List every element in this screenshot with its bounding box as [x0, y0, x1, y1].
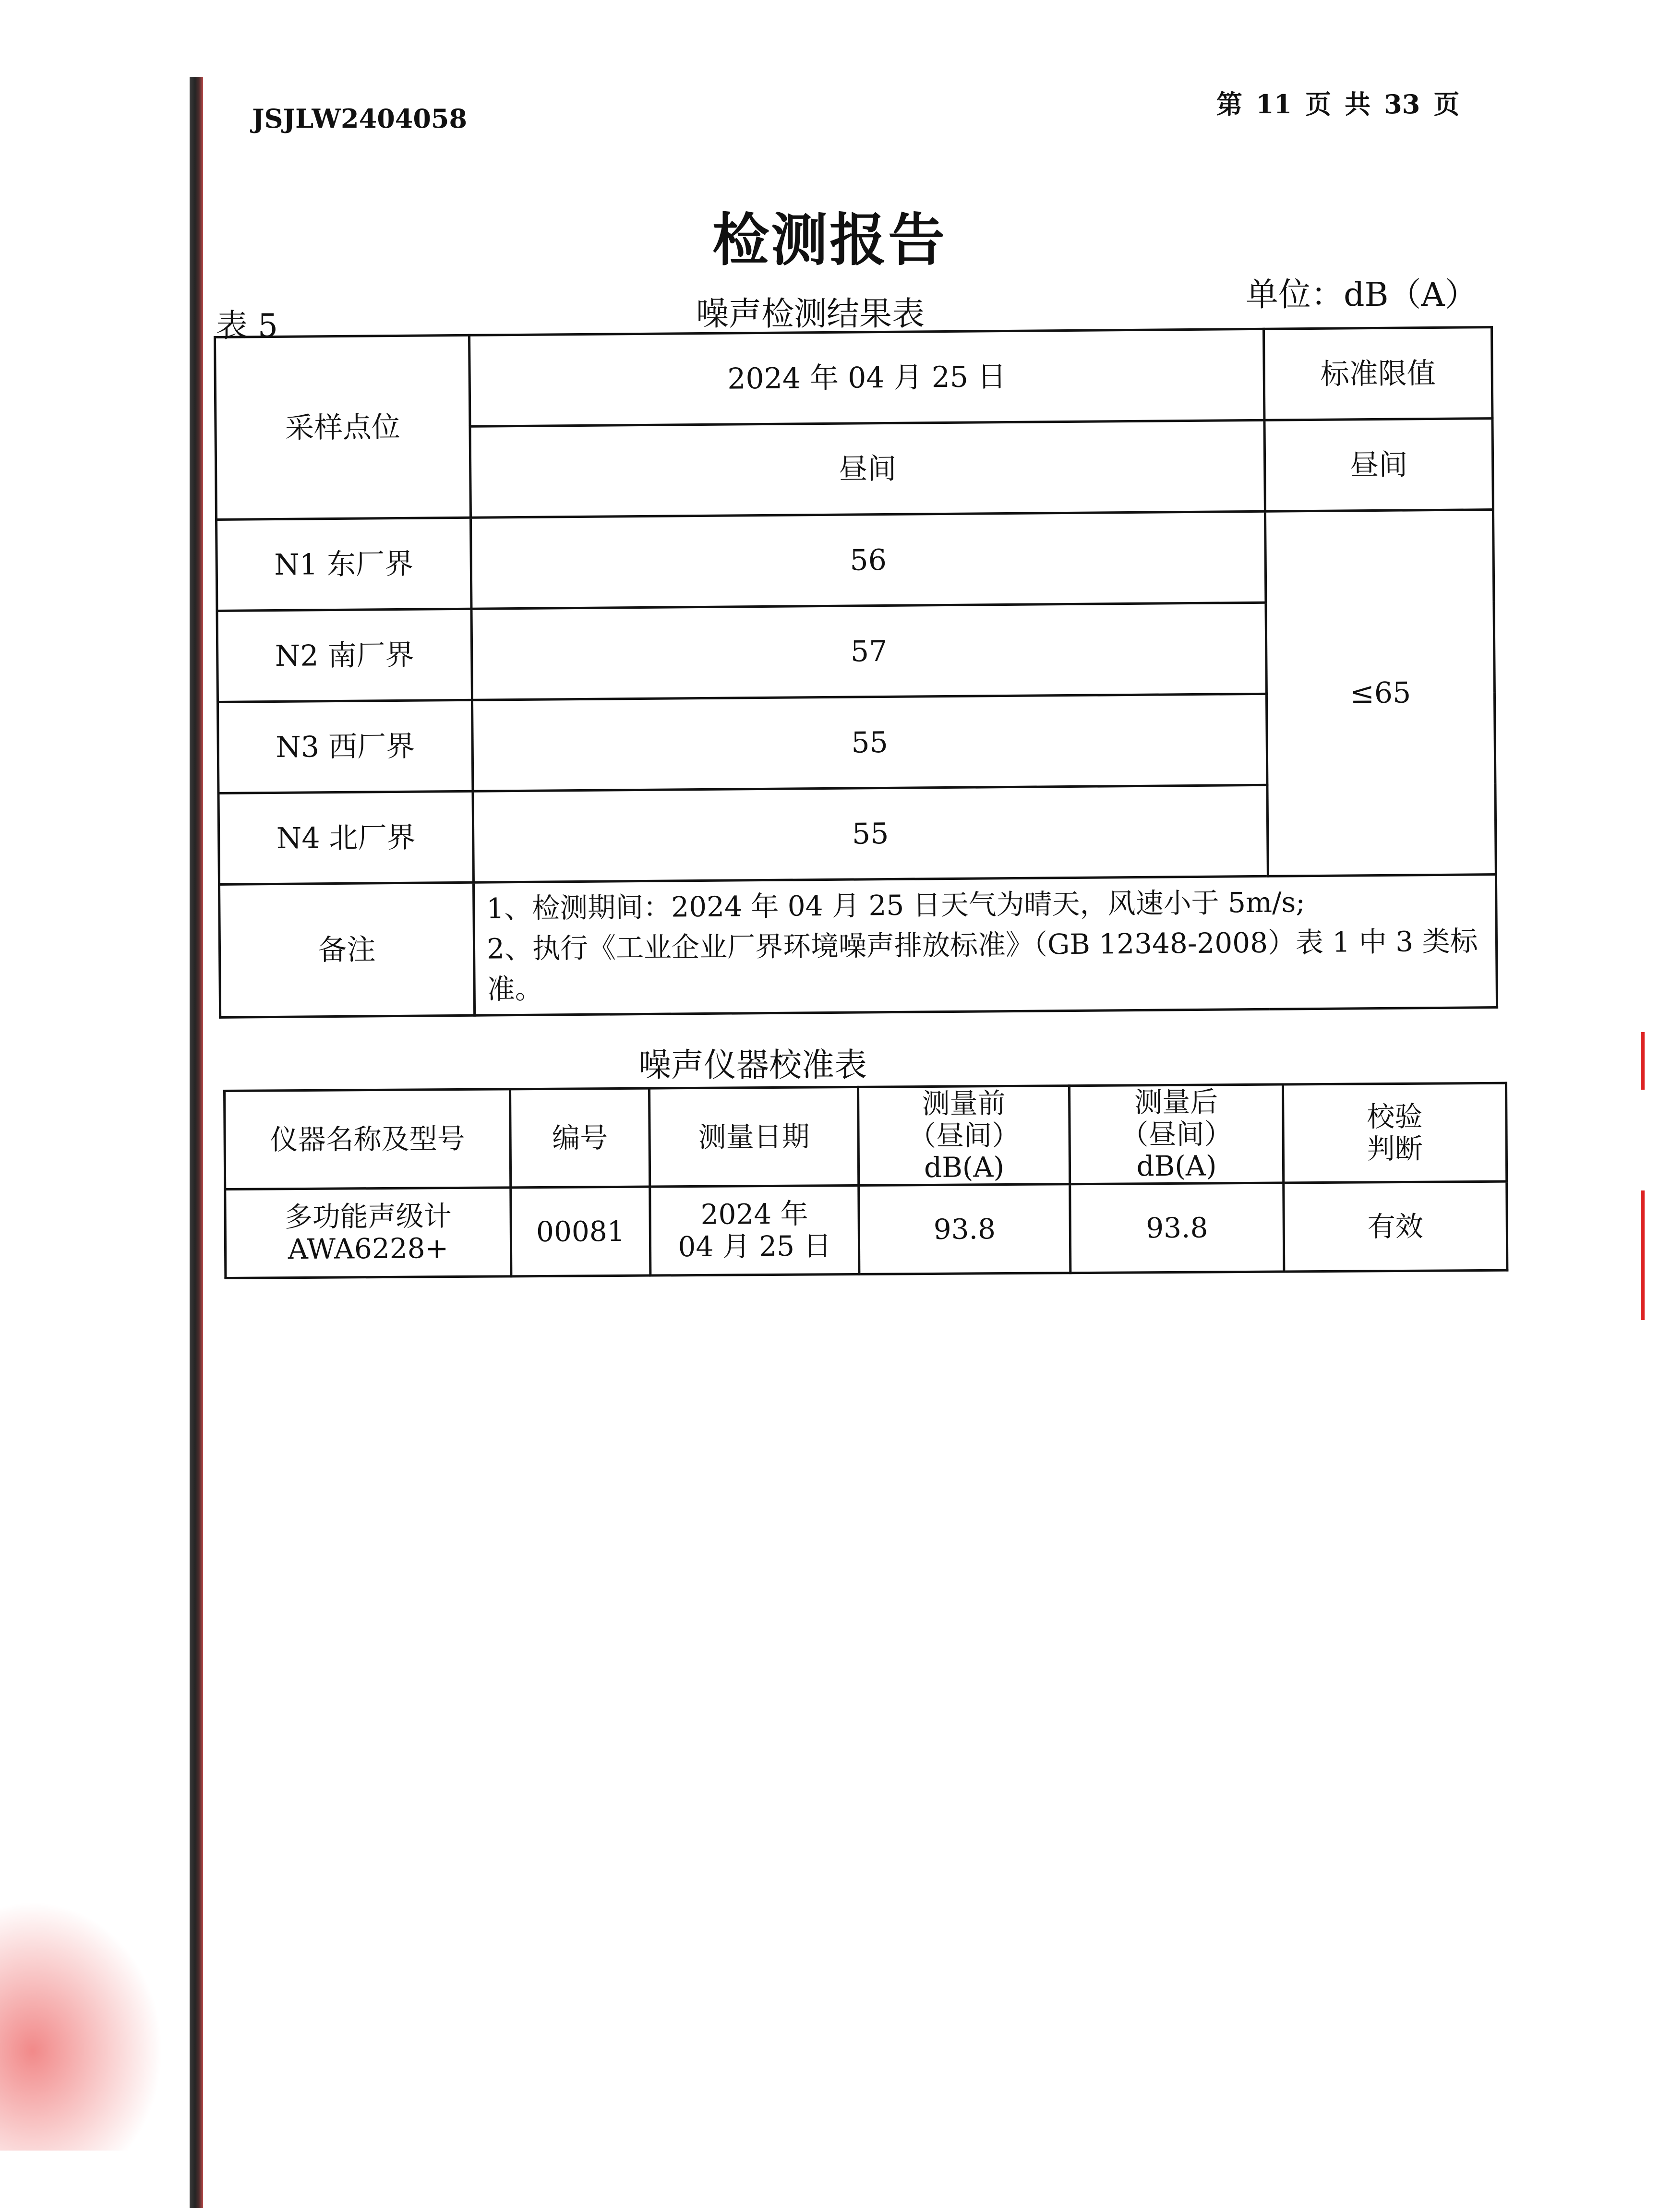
limit-value: ≤65 — [1265, 510, 1496, 877]
date-cell: 2024 年 04 月 25 日 — [650, 1185, 859, 1275]
instrument-cell: 多功能声级计 AWA6228+ — [225, 1188, 511, 1278]
margin-mark — [1641, 1032, 1645, 1090]
margin-mark — [1641, 1190, 1645, 1320]
report-number: JSJLW2404058 — [252, 103, 468, 134]
value-cell: 55 — [473, 785, 1268, 882]
header-limit-day: 昼间 — [1264, 419, 1493, 512]
table-number: 表 5 — [216, 307, 278, 344]
header-before: 测量前 （昼间） dB(A) — [858, 1086, 1070, 1186]
header-site: 采样点位 — [215, 335, 471, 519]
value-cell: 57 — [471, 602, 1266, 700]
calibration-table — [223, 1082, 1508, 1279]
page-total: 33 — [1384, 89, 1420, 120]
noise-results-table — [214, 326, 1498, 1019]
site-cell: N3 西厂界 — [217, 700, 472, 793]
binding-edge — [190, 77, 203, 2208]
header-after: 测量后 （昼间） dB(A) — [1069, 1084, 1283, 1184]
remark-label: 备注 — [219, 882, 474, 1017]
site-cell: N1 东厂界 — [216, 517, 471, 611]
header-instrument: 仪器名称及型号 — [225, 1089, 511, 1190]
page-title: 检测报告 — [712, 206, 947, 273]
serial-cell: 00081 — [511, 1187, 650, 1276]
header-date: 测量日期 — [649, 1087, 858, 1187]
site-cell: N4 北厂界 — [218, 791, 473, 884]
before-value: 93.8 — [859, 1184, 1070, 1274]
verdict-value: 有效 — [1284, 1181, 1507, 1272]
site-cell: N2 南厂界 — [217, 609, 472, 702]
page-indicator: 第 11 页 共 33 页 — [1216, 89, 1460, 120]
remark-line: 2、执行《工业企业厂界环境噪声排放标准》（GB 12348-2008）表 1 中 3 类标准。 — [486, 925, 1478, 1006]
value-cell: 55 — [472, 694, 1267, 791]
header-limit: 标准限值 — [1263, 327, 1492, 421]
remark-content — [473, 875, 1497, 1016]
page-current: 11 — [1256, 89, 1292, 120]
header-date: 2024 年 04 月 25 日 — [469, 329, 1264, 426]
header-day: 昼间 — [470, 420, 1265, 517]
unit-label: 单位：dB（A） — [1246, 276, 1478, 314]
header-verdict: 校验 判断 — [1283, 1083, 1506, 1183]
header-serial: 编号 — [510, 1088, 650, 1188]
binding-red-mark — [0, 1901, 163, 2151]
value-cell: 56 — [470, 511, 1265, 609]
noise-table-title: 噪声检测结果表 — [696, 295, 925, 333]
after-value: 93.8 — [1070, 1183, 1284, 1273]
remark-line: 1、检测期间：2024 年 04 月 25 日天气为晴天，风速小于 5m/s; — [486, 886, 1306, 925]
calibration-table-title: 噪声仪器校准表 — [638, 1046, 867, 1084]
